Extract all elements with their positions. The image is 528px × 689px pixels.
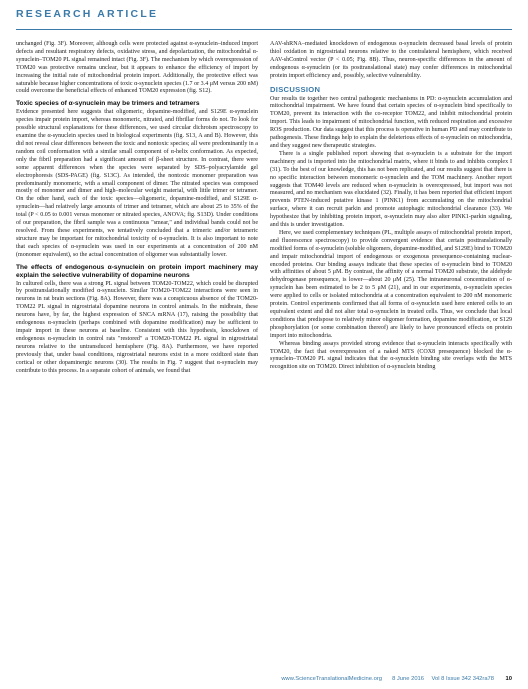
- page-footer: [16, 676, 512, 686]
- paragraph: Here, we used complementary techniques (PL, multiple assays of mitochondrial protein import, and fluorescence spectroscopy) to provide convergent evidence that certain posttranslationally modified forms of α-synuclein (soluble oligomers, dopamine-modified, and S129E) bind to TOM20 and impair mitochondrial import of endogenous or exogenous presequence-containing nuclear-encoded proteins. Our binding assays indicate that these species of α-synuclein bind to TOM20 with affinities of about 5 μM. By contrast, the affinity of a normal TOM20 substrate, the aldehyde dehydrogenase presequence, is lower—about 20 μM (25). The intraneuronal concentration of α-synuclein has been estimated to be 2 to 5 μM (21), and in our experiments, α-synuclein species were applied to cells or isolated mitochondria at a concentration equivalent to 200 nM monomeric protein. Control experiments confirmed that all forms of α-synuclein used here entered cells to an equivalent extent and did not alter total α-synuclein in treated cells. Thus, we conclude that local conditions that predispose to relatively minor oligomer formation, dopamine modification, or S129 phosphorylation (or some combination thereof) are likely to have pronounced effects on protein import into mitochondria.: [270, 229, 512, 339]
- subsection-heading: Toxic species of α-synuclein may be trimers and tetramers: [16, 100, 200, 108]
- paragraph: AAV-shRNA–mediated knockdown of endogenous α-synuclein decreased basal levels of protein thiol oxidation in nigrostriatal neurons relative to the contralateral hemisphere, which received AAV-shControl vector (P < 0.05; Fig. 8B). Thus, neuron-specific differences in the amount of endogenous α-synuclein (or its posttranslational state) may confer differences in mitochondrial protein import efficiency and, possibly, selective vulnerability.: [270, 41, 512, 79]
- section-heading-discussion: DISCUSSION: [270, 84, 321, 94]
- journal-url-link[interactable]: www.ScienceTranslationalMedicine.org: [281, 676, 382, 682]
- paragraph: There is a single published report showing that α-synuclein is a substrate for the import machinery and is imported into the mitochondrial matrix, where it binds to and inhibits complex I (31). To the best of our knowledge, this has not been replicated, and our results suggest that there is no specific interaction between monomeric α-synuclein and the TOM machinery. Another report suggests that TOM40 levels are reduced when α-synuclein is overexpressed, but import was not measured, and no mechanism was elucidated (32). Finally, it has been reported that efficient import prevents PTEN-induced putative kinase 1 (PINK1) from accumulating on the mitochondrial surface, where it can recruit parkin and promote autophagic mitochondrial clearance (33). We hypothesize that by inhibiting protein import, α-synuclein may also alter PINK1-parkin signaling, and this is under investigation.: [270, 150, 512, 229]
- paragraph: Our results tie together two central pathogenic mechanisms in PD: α-synuclein accumulation and mitochondrial impairment. We have found that certain species of α-synuclein bind specifically to TOM20, prevent its interaction with the co-receptor TOM22, and inhibit mitochondrial protein import. This leads to impairment of mitochondrial function, with reduced respiration and excessive ROS production. Our data suggest that this process is operative in human PD and may contribute to pathogenesis. These findings help to explain the deleterious effects of α-synuclein on mitochondria, and they suggest new therapeutic strategies.: [270, 95, 512, 149]
- paragraph: Whereas binding assays provided strong evidence that α-synuclein interacts specifically with TOM20, the fact that overexpression of a naked MTS (COX8 presequence) blocked the α-synuclein–TOM20 PL signal indicates that the α-synuclein binding site overlaps with the MTS recognition site on TOM20. Direct inhibition of α-synuclein binding: [270, 340, 512, 371]
- right-column: [270, 41, 512, 372]
- paragraph: In cultured cells, there was a strong PL signal between TOM20-TOM22, which could be disrupted by posttranslationally modified α-synuclein. Similar TOM20-TOM22 interactions were seen in neurons in rat brain sections (Fig. 8A). However, there was a conspicuous absence of the TOM20-TOM22 PL signal in nigrostriatal dopamine neurons in control animals. In the midbrain, these neurons have, by far, the highest expression of SNCA mRNA (17), raising the possibility that endogenous α-synuclein (perhaps combined with dopamine modification) may be sufficient to impair import in these neurons at baseline. Consistent with this hypothesis, knockdown of endogenous α-synuclein in control rats "restored" a TOM20-TOM22 PL signal in nigrostriatal neurons relative to the untransduced hemisphere (Fig. 8A). Furthermore, we have reported previously that, under basal conditions, nigrostriatal neurons exist in a more oxidized state than cortical or other dopaminergic neurons (30). The results in Fig. 7 suggest that α-synuclein may contribute to this process. In a separate cohort of animals, we found that: [16, 280, 258, 374]
- publication-date: 8 June 2016: [392, 676, 424, 682]
- paragraph: Evidence presented here suggests that oligomeric, dopamine-modified, and S129E α-synuclein species impair protein import, whereas monomeric, nitrated, and fibrillar forms do not. To look for possible structural explanations for these differences, we used circular dichroism spectroscopy to examine the α-synuclein species used in biological experiments (fig. S13, A and B). However, this did not reveal clear differences between the toxic and nontoxic species; all were predominantly in a random coil conformation with a similar small component of α-helix conformation. As expected, only the fibril preparation had a significant amount of β-sheet structure. In contrast, there were some apparent differences when the species were separated by SDS–polyacrylamide gel electrophoresis (SDS-PAGE) (fig. S13C). As intended, the nontoxic monomer preparation was predominantly monomeric, with a small component of dimer. The nitrated species was composed mostly of monomer and dimer and high–molecular weight material, with little trimer or tetramer. On the other hand, each of the toxic species—oligomeric, dopamine-modified, and S129E α-synuclein—had relatively large amounts of trimer and tetramer, which are about 25 to 35% of the total (P < 0.05 to 0.001 versus monomer or nitrated species, ANOVA; fig. S13D). Under conditions of our preparation, the fibril sample was a continuous "smear," and individual bands could not be resolved. From these experiments, we tentatively concluded that a trimeric and/or tetrameric structure may be important for mitochondrial toxicity of α-synuclein. It is also important to note that each species of α-synuclein was used in our experiments at a concentration of 200 nM (monomer equivalent), so the actual concentration of oligomer was substantially lower.: [16, 109, 258, 258]
- subsection-heading: The effects of endogenous α-synuclein on protein import machinery may explain the selective vulnerability of dopamine neurons: [16, 263, 258, 279]
- section-header: RESEARCH ARTICLE: [16, 8, 159, 20]
- volume-issue: Vol 8 Issue 342 342ra78: [431, 676, 494, 682]
- paragraph: unchanged (Fig. 3F). Moreover, although cells were protected against α-synuclein–induced import defects and resultant respiratory defects, oxidative stress, and depolarization, the mitochondrial α-synuclein–TOM20 PL signal remained intact (Fig. 3F). The mechanism by which overexpression of TOM20 was protective remains unclear, but it appears to enhance the efficiency of import by increasing the initial rate of mitochondrial protein import. Additionally, the protective effect was saturable because higher concentrations of toxic α-synuclein species (1.7 or 3.4 μM versus 200 nM) could overcome the beneficial effects of enhanced TOM20 expression (fig. S12).: [16, 41, 258, 95]
- left-column: [16, 41, 258, 375]
- header-divider: [16, 29, 512, 30]
- page-number: 10: [505, 676, 512, 682]
